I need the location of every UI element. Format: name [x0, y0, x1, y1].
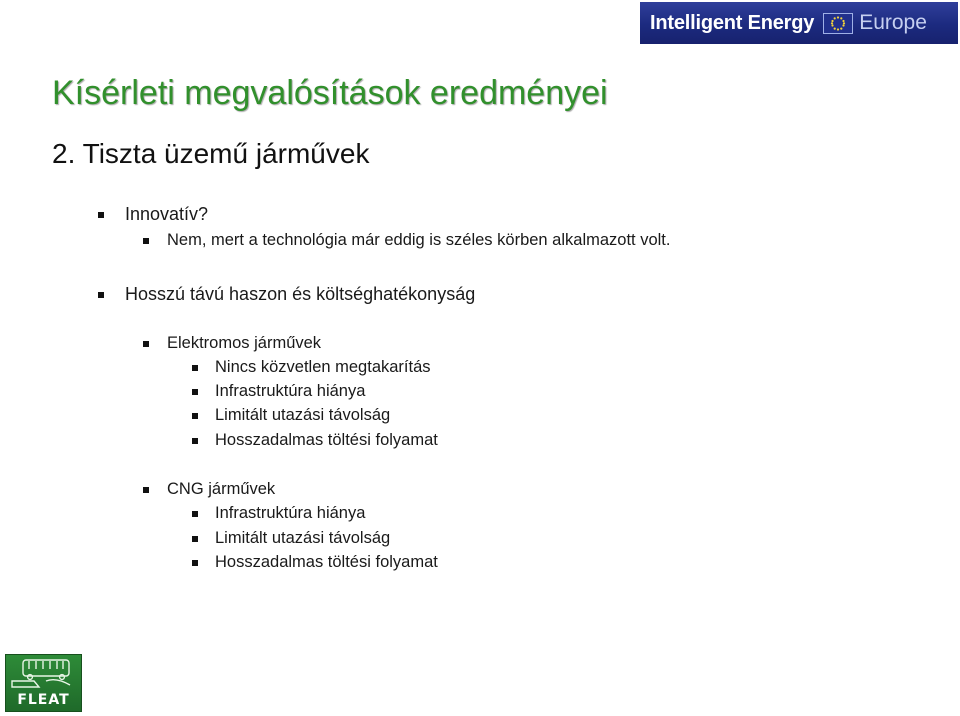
bus-icon	[6, 655, 81, 695]
bullet-square-icon	[98, 212, 104, 218]
slide-title: Kísérleti megvalósítások eredményei	[52, 74, 608, 112]
bullet-square-icon	[192, 389, 198, 395]
bullet-text: Limitált utazási távolság	[215, 529, 391, 547]
fleat-logo	[5, 654, 82, 712]
list-item	[192, 358, 431, 377]
list-item	[192, 431, 438, 450]
logo-text-region: Europe	[859, 11, 927, 34]
bullet-text: Nincs közvetlen megtakarítás	[215, 358, 431, 376]
bullet-innovative-answer	[143, 231, 670, 250]
bullet-square-icon	[98, 292, 104, 298]
eu-flag-icon	[823, 13, 853, 34]
list-item	[192, 553, 438, 572]
bullet-text: Hosszú távú haszon és költséghatékonyság	[125, 284, 476, 304]
bullet-text: Infrastruktúra hiánya	[215, 504, 366, 522]
slide-subtitle: 2. Tiszta üzemű járművek	[52, 138, 370, 169]
bullet-text: Limitált utazási távolság	[215, 406, 391, 424]
list-item	[192, 504, 365, 523]
list-item	[192, 406, 390, 425]
bullet-text: Hosszadalmas töltési folyamat	[215, 431, 438, 449]
bullet-square-icon	[192, 365, 198, 371]
fleat-logo-text: FLEAT	[17, 692, 70, 708]
bullet-cng-vehicles	[143, 480, 275, 499]
bullet-innovative	[98, 204, 208, 225]
list-item	[192, 529, 390, 548]
bullet-square-icon	[143, 341, 149, 347]
bullet-text: Innovatív?	[125, 204, 209, 224]
bullet-square-icon	[192, 511, 198, 517]
list-item	[192, 382, 365, 401]
bullet-square-icon	[192, 536, 198, 542]
bullet-square-icon	[192, 413, 198, 419]
bullet-square-icon	[143, 487, 149, 493]
bullet-electric-vehicles	[143, 334, 321, 353]
bullet-square-icon	[192, 560, 198, 566]
bullet-long-term-benefit	[98, 284, 475, 305]
bullet-text: Nem, mert a technológia már eddig is széles körben alkalmazott volt.	[167, 231, 671, 249]
bullet-text: Hosszadalmas töltési folyamat	[215, 553, 438, 571]
bullet-text: Elektromos járművek	[167, 334, 322, 352]
intelligent-energy-europe-logo	[640, 2, 958, 44]
bullet-text: CNG járművek	[167, 480, 276, 498]
bullet-square-icon	[143, 238, 149, 244]
bullet-square-icon	[192, 438, 198, 444]
logo-text-main: Intelligent Energy	[650, 11, 815, 34]
bullet-text: Infrastruktúra hiánya	[215, 382, 366, 400]
